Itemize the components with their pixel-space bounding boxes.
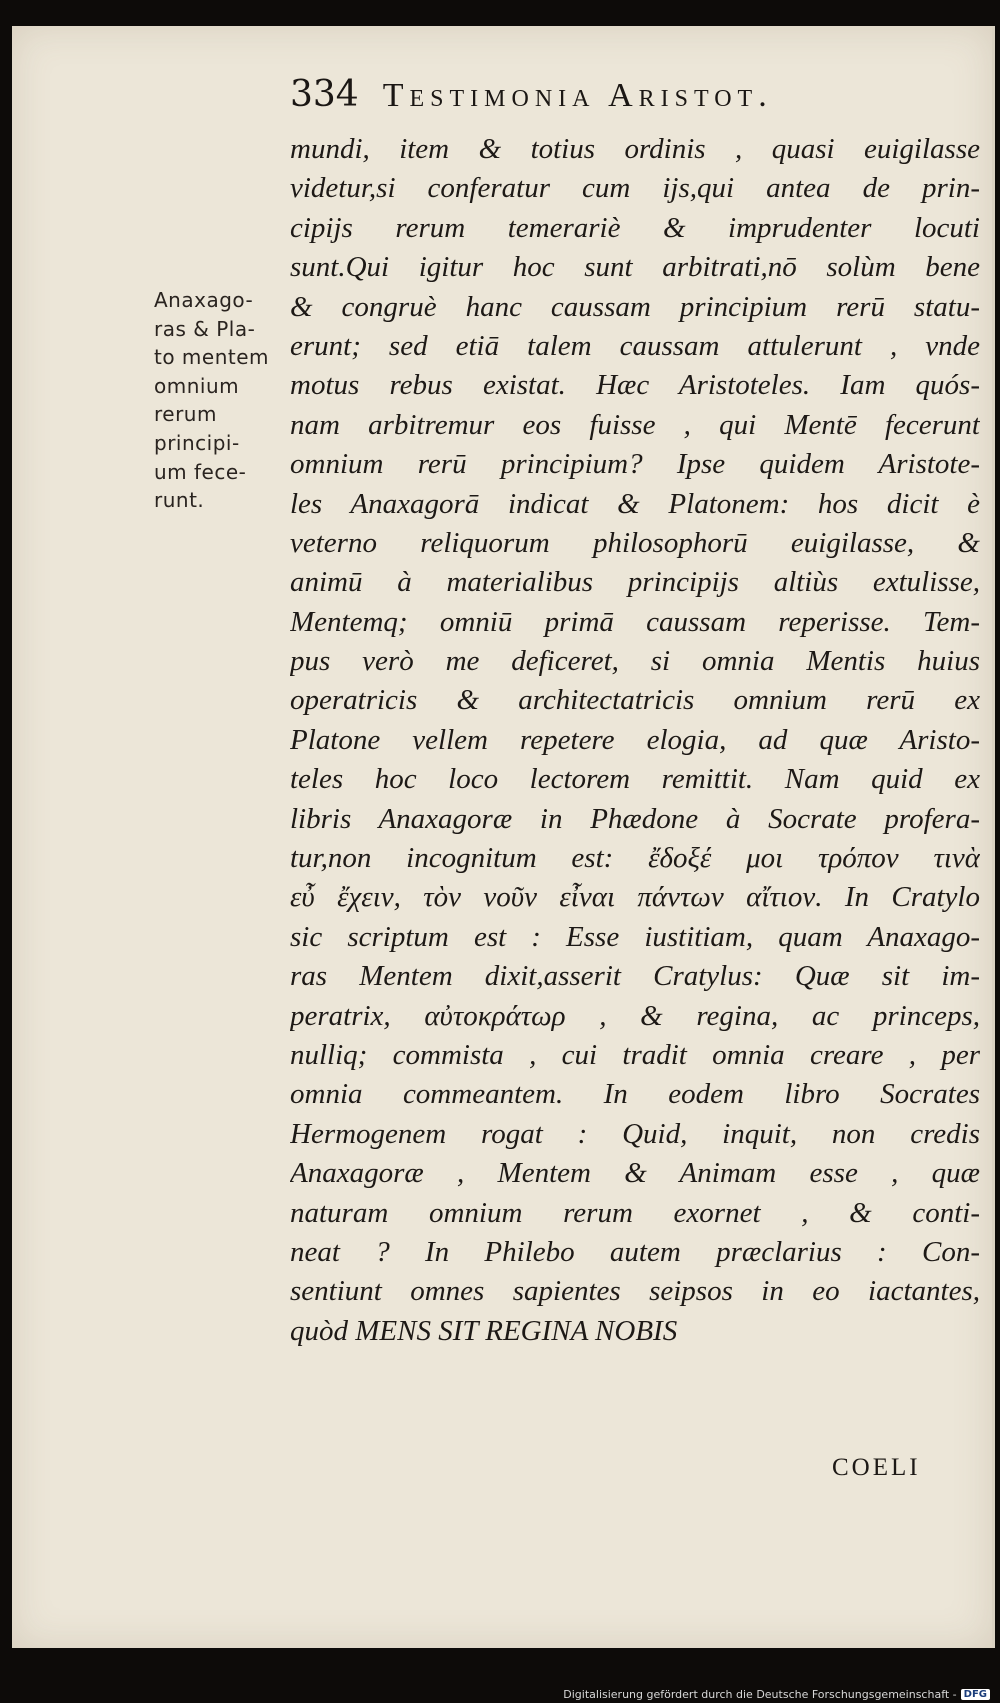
credit-text: Digitalisierung gefördert durch die Deutsche Forschungsgemeinschaft - [563, 1688, 957, 1701]
marginal-note-line: rerum [154, 402, 217, 427]
catchword: COELI [832, 1454, 921, 1481]
text-line: pus verò me deficeret, si omnia Mentis huius [290, 645, 980, 678]
page-number: 334 [290, 74, 359, 115]
text-line: εὖ ἔχειν, τὸν νοῦν εἶναι πάντων αἴτιον. In Cratylo [290, 881, 980, 914]
text-line: nulliq; commista , cui tradit omnia creare , per [290, 1038, 980, 1071]
page-header [290, 74, 950, 130]
text-line: operatricis & architectatricis omnium rerū ex [290, 684, 980, 717]
text-line: peratrix, αὐτοκράτωρ , & regina, ac princeps, [290, 999, 980, 1032]
text-line: sunt.Qui igitur hoc sunt arbitrati,nō solùm bene [290, 251, 980, 284]
text-line: Anaxagoræ , Mentem & Animam esse , quæ [290, 1157, 980, 1190]
text-line: nam arbitremur eos fuisse , qui Mentē fecerunt [290, 408, 980, 441]
marginal-note-line: Anaxago- [154, 288, 254, 312]
text-line: tur,non incognitum est: ἔδοξέ μοι τρόπον τινὰ [290, 842, 980, 875]
marginal-note-line: ras & Pla- [154, 316, 256, 341]
text-line: naturam omnium rerum exornet , & conti- [290, 1196, 980, 1229]
text-line: les Anaxagorā indicat & Platonem: hos dicit è [290, 487, 980, 520]
text-line: sentiunt omnes sapientes seipsos in eo iactantes, [290, 1275, 980, 1308]
text-line: erunt; sed etiā talem caussam attulerunt , vnde [290, 329, 980, 362]
marginal-note-line: runt. [154, 488, 205, 513]
text-line: mundi, item & totius ordinis , quasi euigilasse [290, 133, 980, 165]
text-line: teles hoc loco lectorem remittit. Nam quid ex [290, 763, 980, 796]
marginal-note-line: principi- [154, 430, 240, 455]
text-line: libris Anaxagoræ in Phædone à Socrate profera- [290, 802, 980, 835]
body-text [290, 130, 980, 1351]
text-line: Platone vellem repetere elogia, ad quæ Aristo- [290, 723, 980, 756]
text-line: videtur,si conferatur cum ijs,qui antea de prin- [290, 172, 980, 205]
marginal-note-line: omnium [154, 373, 240, 398]
text-line: cipijs rerum temerariè & imprudenter locuti [290, 211, 980, 244]
text-line: motus rebus existat. Hæc Aristoteles. Iam quós- [290, 369, 980, 402]
text-line: & congruè hanc caussam principium rerū statu- [290, 290, 980, 323]
marginal-note-line: um fece- [154, 459, 247, 484]
text-line: Hermogenem rogat : Quid, inquit, non credis [290, 1117, 980, 1150]
text-line: omnium rerū principium? Ipse quidem Aristote- [290, 448, 980, 481]
text-line: quòd MENS SIT REGINA NOBIS [290, 1314, 678, 1347]
text-line: neat ? In Philebo autem præclarius : Con- [290, 1235, 980, 1268]
text-line: ras Mentem dixit,asserit Cratylus: Quæ sit im- [290, 960, 980, 993]
digitization-credit [563, 1688, 990, 1701]
text-line: sic scriptum est : Esse iustitiam, quam Anaxago- [290, 920, 980, 953]
text-line: Mentemq; omniū primā caussam reperisse. Tem- [290, 605, 980, 638]
marginal-note-line: to mentem [154, 345, 270, 370]
dfg-logo: DFG [961, 1689, 990, 1700]
text-line: omnia commeantem. In eodem libro Socrates [290, 1078, 980, 1111]
running-title: Testimonia Aristot. [382, 77, 773, 114]
text-line: animū à materialibus principijs altiùs extulisse, [290, 566, 980, 599]
marginal-note [154, 286, 294, 515]
book-page [12, 26, 995, 1648]
text-line: veterno reliquorum philosophorū euigilasse, & [290, 526, 980, 559]
